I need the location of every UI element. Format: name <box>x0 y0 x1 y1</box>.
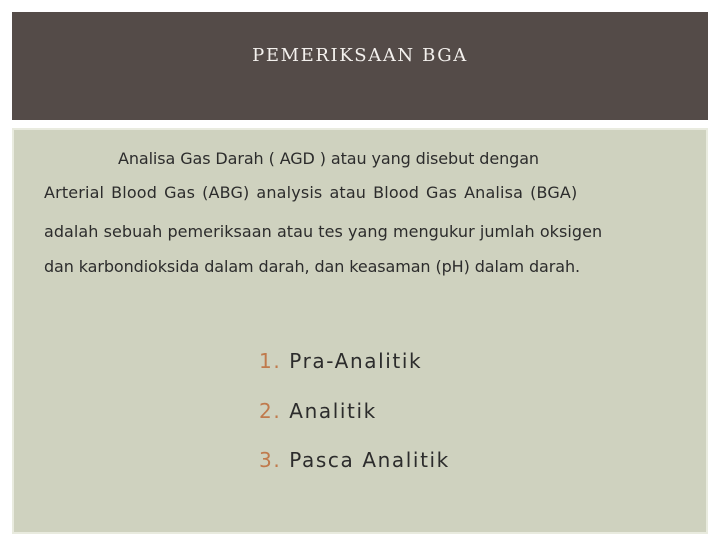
list-number: 1. <box>259 349 282 373</box>
list-item-analitik <box>259 399 377 423</box>
slide-title: PEMERIKSAAN BGA <box>252 45 468 66</box>
list-label: Analitik <box>289 399 377 423</box>
paragraph-line: dan karbondioksida dalam darah, dan keasaman (pH) dalam darah. <box>44 257 580 276</box>
list-label: Pasca Analitik <box>289 448 450 472</box>
list-number: 3. <box>259 448 282 472</box>
title-bar <box>12 12 708 120</box>
paragraph-line: Analisa Gas Darah ( AGD ) atau yang disebut dengan <box>118 149 539 168</box>
list-number: 2. <box>259 399 282 423</box>
content-panel <box>12 128 708 534</box>
list-label: Pra-Analitik <box>289 349 423 373</box>
list-item-pra-analitik <box>259 349 422 373</box>
paragraph-line: Arterial Blood Gas (ABG) analysis atau Blood Gas Analisa (BGA) <box>44 183 578 202</box>
list-item-pasca-analitik <box>259 448 450 472</box>
paragraph-line: adalah sebuah pemeriksaan atau tes yang mengukur jumlah oksigen <box>44 222 603 241</box>
